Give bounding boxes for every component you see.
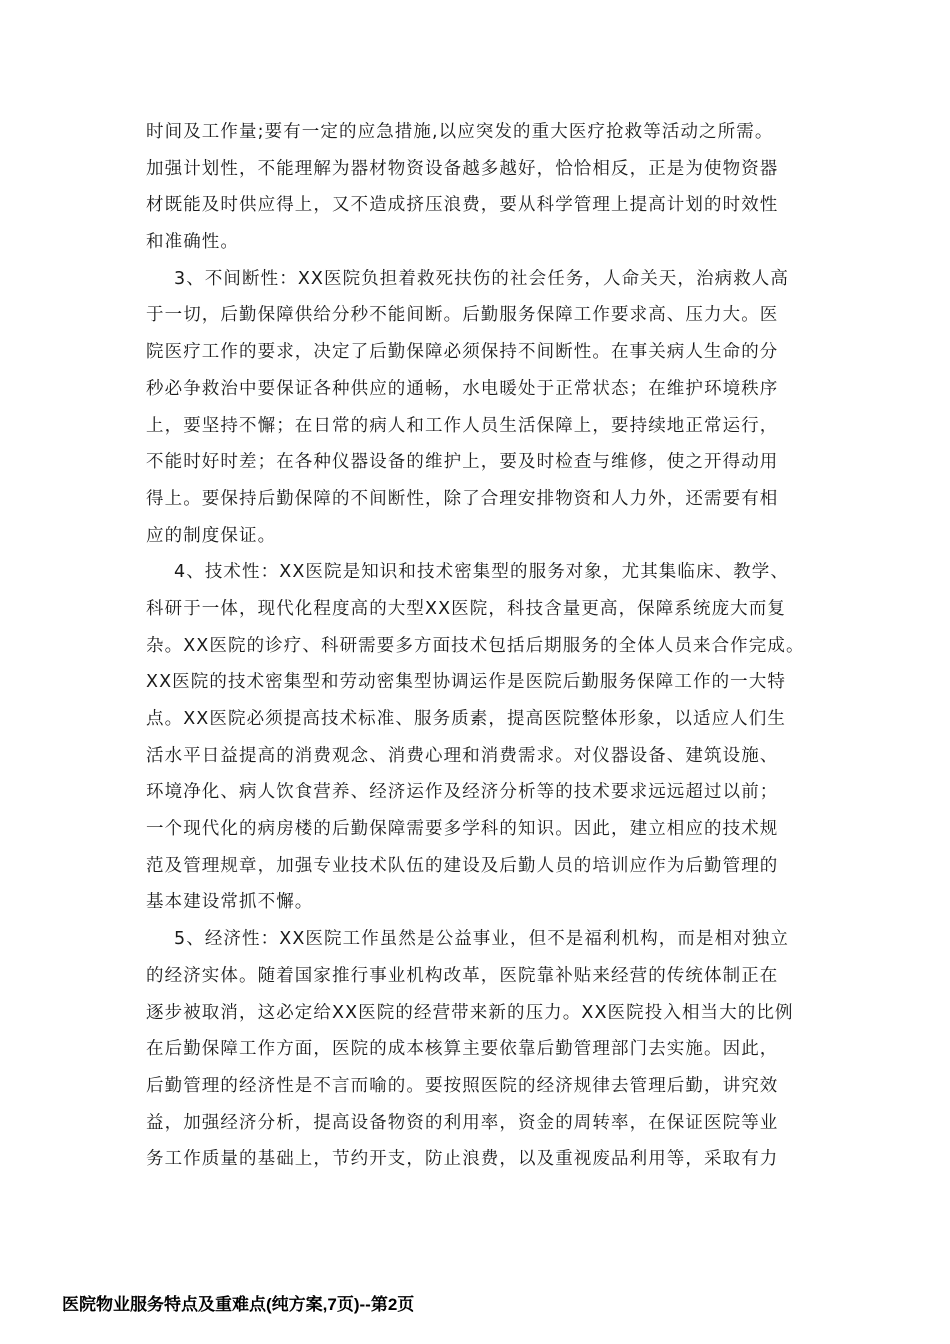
text-line: 范及管理规章，加强专业技术队伍的建设及后勤人员的培训应作为后勤管理的 — [146, 855, 779, 876]
text-line: 基本建设常抓不懈。 — [146, 892, 314, 913]
text-line: 逐步被取消，这必定给XX医院的经营带来新的压力。XX医院投入相当大的比例 — [146, 1002, 794, 1023]
paragraph-first-line: 4、技术性：XX医院是知识和技术密集型的服务对象，尤其集临床、教学、 — [174, 562, 790, 583]
paragraph-first-line: 3、不间断性：XX医院负担着救死扶伤的社会任务，人命关天，治病救人高 — [174, 268, 790, 289]
text-line: 院医疗工作的要求，决定了后勤保障必须保持不间断性。在事关病人生命的分 — [146, 342, 779, 363]
text-line: 上，要坚持不懈；在日常的病人和工作人员生活保障上，要持续地正常运行， — [146, 415, 779, 436]
text-line: 应的制度保证。 — [146, 525, 277, 546]
text-line: XX医院的技术密集型和劳动密集型协调运作是医院后勤服务保障工作的一大特 — [146, 672, 786, 693]
text-line: 杂。XX医院的诊疗、科研需要多方面技术包括后期服务的全体人员来合作完成。 — [146, 635, 805, 656]
text-line: 环境净化、病人饮食营养、经济运作及经济分析等的技术要求远远超过以前； — [146, 782, 779, 803]
text-line: 材既能及时供应得上，又不造成挤压浪费，要从科学管理上提高计划的时效性 — [146, 195, 779, 216]
text-line: 活水平日益提高的消费观念、消费心理和消费需求。对仪器设备、建筑设施、 — [146, 745, 779, 766]
text-line: 务工作质量的基础上，节约开支，防止浪费，以及重视废品利用等，采取有力 — [146, 1149, 779, 1170]
text-line: 的经济实体。随着国家推行事业机构改革，医院靠补贴来经营的传统体制正在 — [146, 965, 779, 986]
text-line: 不能时好时差；在各种仪器设备的维护上，要及时检查与维修，使之开得动用 — [146, 452, 779, 473]
text-line: 益，加强经济分析，提高设备物资的利用率，资金的周转率，在保证医院等业 — [146, 1112, 779, 1133]
text-line: 加强计划性，不能理解为器材物资设备越多越好，恰恰相反，正是为使物资器 — [146, 158, 779, 179]
text-line: 和准确性。 — [146, 232, 239, 253]
page-footer: 医院物业服务特点及重难点(纯方案,7页)--第2页 — [62, 1295, 415, 1314]
text-line: 于一切，后勤保障供给分秒不能间断。后勤服务保障工作要求高、压力大。医 — [146, 305, 779, 326]
text-line: 点。XX医院必须提高技术标准、服务质素，提高医院整体形象，以适应人们生 — [146, 709, 786, 729]
text-line: 一个现代化的病房楼的后勤保障需要多学科的知识。因此，建立相应的技术规 — [146, 819, 779, 840]
text-line: 科研于一体，现代化程度高的大型XX医院，科技含量更高，保障系统庞大而复 — [146, 598, 786, 619]
text-line: 后勤管理的经济性是不言而喻的。要按照医院的经济规律去管理后勤，讲究效 — [146, 1075, 779, 1096]
text-line: 时间及工作量;要有一定的应急措施,以应突发的重大医疗抢救等活动之所需。 — [146, 122, 774, 142]
paragraph-first-line: 5、经济性：XX医院工作虽然是公益事业，但不是福利机构，而是相对独立 — [174, 929, 790, 950]
text-line: 秒必争救治中要保证各种供应的通畅，水电暖处于正常状态；在维护环境秩序 — [146, 378, 779, 399]
text-line: 在后勤保障工作方面，医院的成本核算主要依靠后勤管理部门去实施。因此， — [146, 1039, 779, 1060]
text-line: 得上。要保持后勤保障的不间断性，除了合理安排物资和人力外，还需要有相 — [146, 488, 779, 509]
document-body — [146, 114, 806, 1178]
